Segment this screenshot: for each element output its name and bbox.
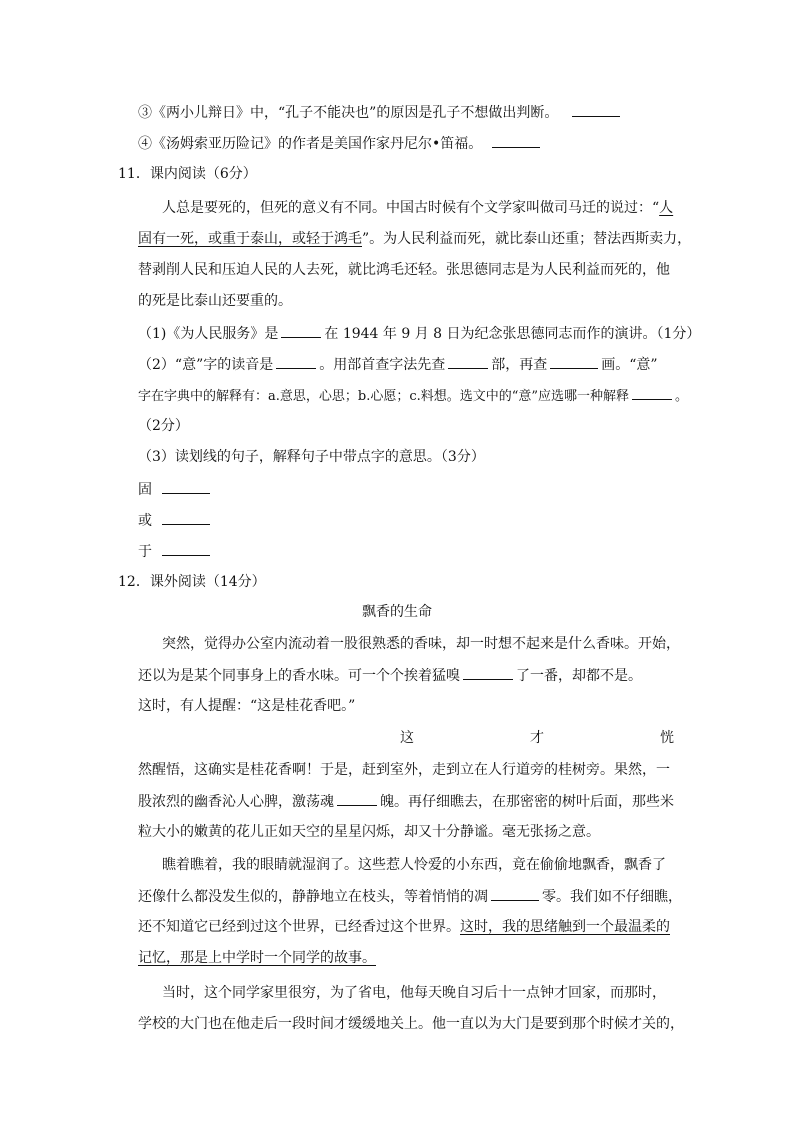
article-text: 还像什么都没发生似的，静静地立在枝头，等着悄悄的凋 bbox=[138, 889, 488, 905]
q11-passage-line: 的死是比泰山还要重的。 bbox=[138, 293, 292, 309]
q11-sub-2 bbox=[138, 354, 658, 374]
article-text: 了一番，却都不是。 bbox=[516, 668, 642, 684]
passage-text: 人总是要死的，但死的意义有不同。中国古时候有个文学家叫做司马迁的说过：“ bbox=[162, 200, 660, 216]
article-text: 零。我们如不仔细瞧， bbox=[542, 889, 682, 905]
sub-question-text: 在 1944 年 9 月 8 日为纪念张思德同志而作的演讲。（1分） bbox=[324, 326, 701, 342]
q11-sub-1 bbox=[138, 323, 700, 343]
passage-text: ”。为人民利益而死，就比泰山还重；替法西斯卖力， bbox=[362, 231, 692, 247]
answer-blank[interactable] bbox=[281, 323, 321, 338]
q11-heading: 11．课内阅读（6分） bbox=[118, 166, 257, 182]
article-line: 然醒悟，这确实是桂花香啊！于是，赶到室外，走到立在人行道旁的桂树旁。果然，一 bbox=[138, 762, 670, 778]
article-text: 还以为是某个同事身上的香水味。可一个个挨着猛嗅 bbox=[138, 668, 460, 684]
article-line: 突然，觉得办公室内流动着一股很熟悉的香味，却一时想不起来是什么香味。开始， bbox=[162, 636, 680, 652]
sub-question-text: （2）“意”字的读音是 bbox=[138, 357, 274, 373]
q11-passage-line bbox=[138, 229, 691, 249]
sub-question-text: 画。“意” bbox=[601, 357, 658, 373]
answer-blank[interactable] bbox=[492, 133, 540, 148]
q11-sub-2-score: （2分） bbox=[138, 418, 189, 434]
article-line bbox=[138, 948, 376, 968]
answer-blank[interactable] bbox=[550, 354, 598, 369]
item-3-text: ③《两小儿辩日》中，“孔子不能决也”的原因是孔子不想做出判断。 bbox=[138, 105, 559, 121]
article-line: 这时，有人提醒：“这是桂花香吧。” bbox=[138, 698, 356, 714]
q11-passage-line bbox=[162, 198, 673, 218]
article-text: 股浓烈的幽香沁人心脾，激荡魂 bbox=[138, 794, 334, 810]
article-line: 学校的大门也在他走后一段时间才缓缓地关上。他一直以为大门是要到那个时候才关的， bbox=[138, 1016, 684, 1032]
article-char: 这 bbox=[400, 730, 414, 746]
word-label: 或 bbox=[138, 513, 152, 529]
q11-sub-3: （3）读划线的句子，解释句子中带点字的意思。（3分） bbox=[138, 449, 485, 465]
q12-heading: 12．课外阅读（14分） bbox=[118, 574, 266, 590]
answer-blank[interactable] bbox=[162, 541, 210, 556]
answer-blank[interactable] bbox=[463, 665, 513, 680]
answer-blank[interactable] bbox=[162, 510, 210, 525]
article-line bbox=[138, 791, 674, 811]
underlined-text: 固有一死，或重于泰山，或轻于鸿毛 bbox=[138, 231, 362, 247]
sub-question-text: 字在字典中的解释有：a.意思，心思；b.心愿；c.料想。选文中的“意”应选哪一种解释 bbox=[138, 389, 630, 404]
article-line: 瞧着瞧着，我的眼睛就湿润了。这些惹人怜爱的小东西，竟在偷偷地飘香，飘香了 bbox=[162, 857, 666, 873]
word-answer-gu bbox=[138, 479, 213, 499]
sub-question-text: 。用部首查字法先查 bbox=[319, 357, 446, 373]
item-4 bbox=[138, 133, 543, 153]
article-justified-line bbox=[138, 728, 674, 748]
word-label: 固 bbox=[138, 482, 152, 498]
underlined-text: 人 bbox=[659, 200, 674, 216]
underlined-text: 这时，我的思绪触到一个最温柔的 bbox=[460, 919, 670, 935]
q11-sub-2-line2 bbox=[138, 385, 688, 405]
article-text: 魄。再仔细瞧去，在那密密的树叶后面，那些米 bbox=[380, 794, 674, 810]
sub-question-text: 部，再查 bbox=[491, 357, 548, 373]
answer-blank[interactable] bbox=[572, 102, 620, 117]
article-title: 飘香的生命 bbox=[362, 604, 432, 620]
sub-question-text: 。 bbox=[675, 389, 689, 404]
answer-blank[interactable] bbox=[337, 791, 377, 806]
q11-passage-line: 替剥削人民和压迫人民的人去死，就比鸿毛还轻。张思德同志是为人民利益而死的，他 bbox=[138, 262, 670, 278]
answer-blank[interactable] bbox=[448, 354, 488, 369]
article-line bbox=[138, 665, 642, 685]
article-line: 粒大小的嫩黄的花儿正如天空的星星闪烁，却又十分静谧。毫无张扬之意。 bbox=[138, 824, 600, 840]
answer-blank[interactable] bbox=[162, 479, 210, 494]
answer-blank[interactable] bbox=[276, 354, 316, 369]
article-line: 当时，这个同学家里很穷，为了省电，他每天晚自习后十一点钟才回家，而那时， bbox=[162, 985, 666, 1001]
underlined-text: 记忆，那是上中学时一个同学的故事。 bbox=[138, 950, 376, 966]
article-line bbox=[138, 886, 682, 906]
word-label: 于 bbox=[138, 544, 152, 560]
sub-question-text: （1)《为人民服务》是 bbox=[138, 326, 279, 342]
word-answer-yu bbox=[138, 541, 213, 561]
answer-blank[interactable] bbox=[632, 385, 672, 400]
item-4-text: ④《汤姆索亚历险记》的作者是美国作家丹尼尔•笛福。 bbox=[138, 136, 483, 152]
article-text: 还不知道它已经到过这个世界，已经香过这个世界。 bbox=[138, 919, 460, 935]
word-answer-huo bbox=[138, 510, 213, 530]
answer-blank[interactable] bbox=[491, 886, 539, 901]
article-line bbox=[138, 917, 670, 937]
article-char: 才 bbox=[530, 730, 544, 746]
article-char: 恍 bbox=[660, 730, 674, 746]
item-3 bbox=[138, 102, 623, 122]
